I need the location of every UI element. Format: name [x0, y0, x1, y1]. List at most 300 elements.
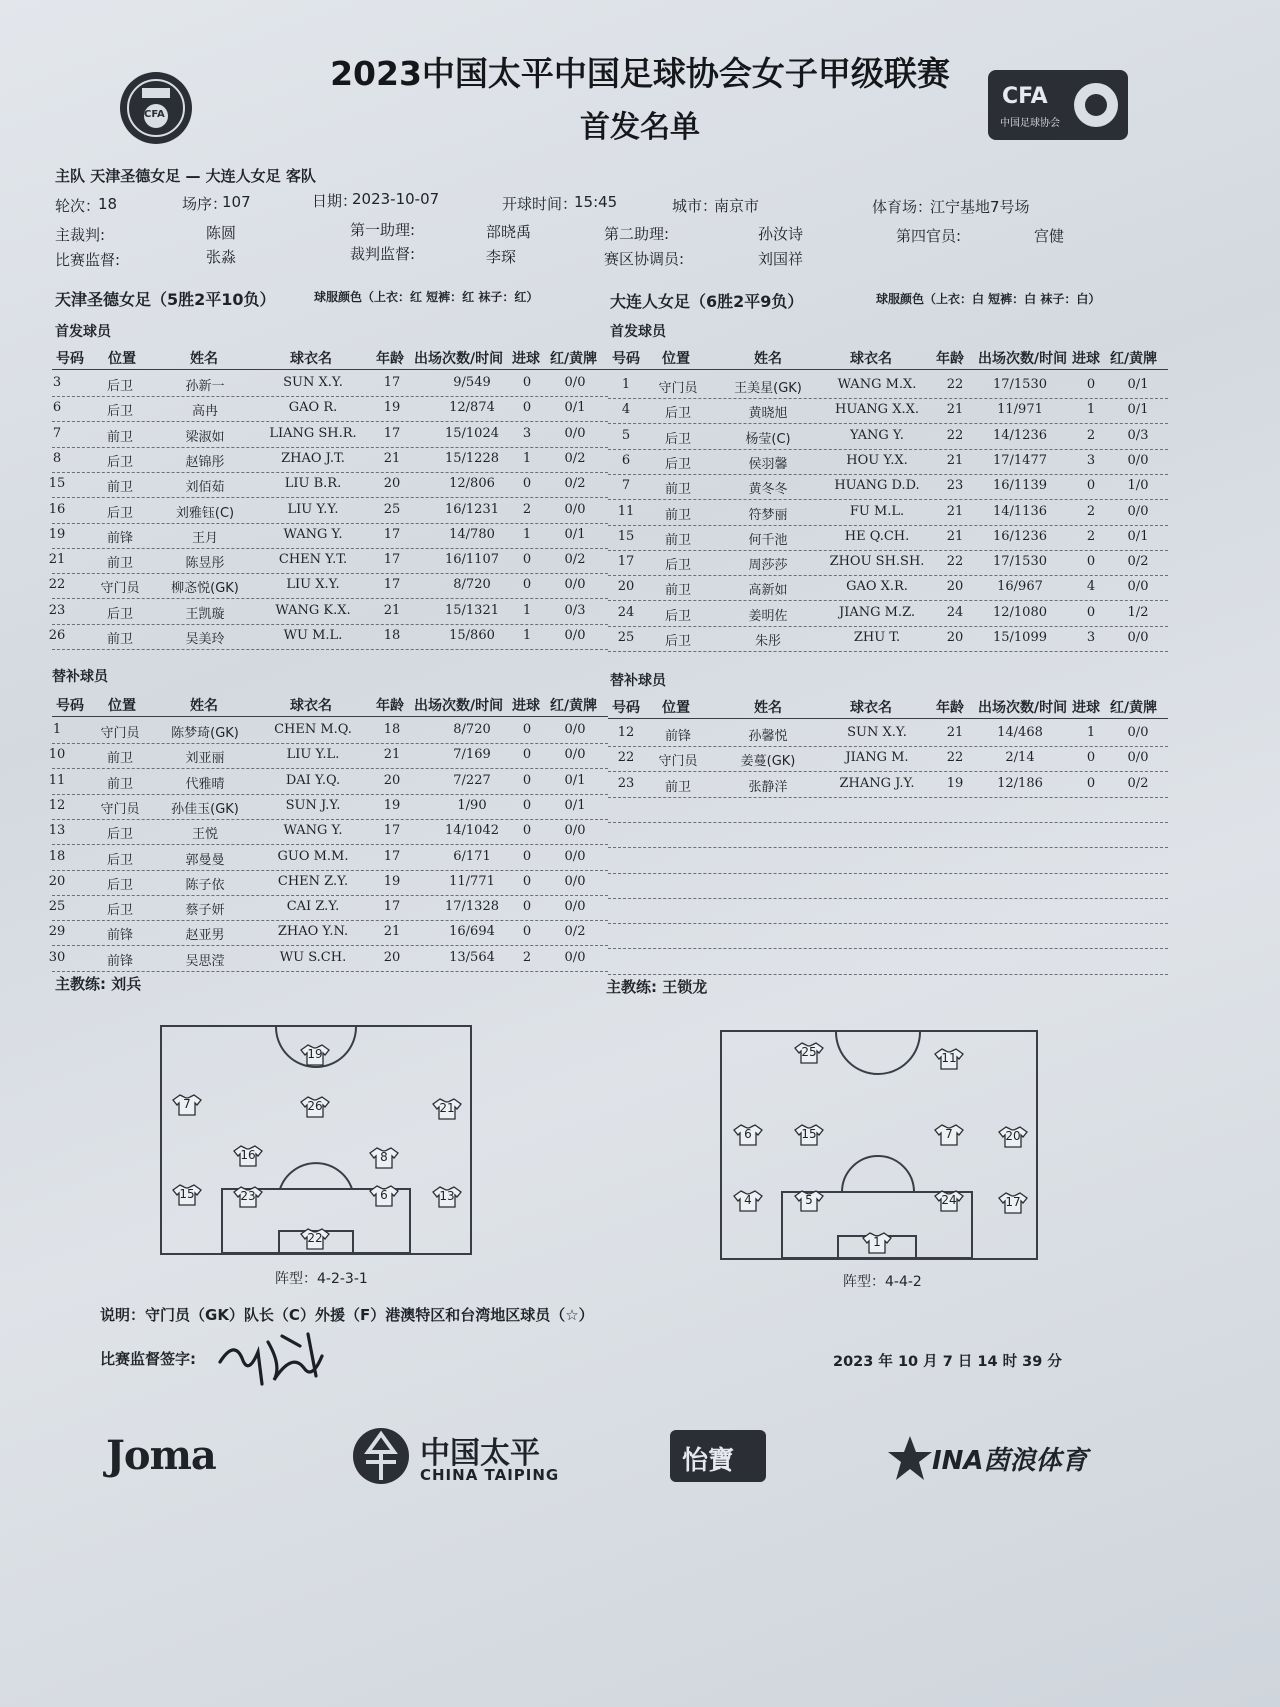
table-cell: 8/720 [453, 722, 491, 737]
sponsor-joma: Joma [106, 1432, 216, 1479]
table-cell: 0/2 [1127, 775, 1149, 791]
table-cell: 20 [617, 579, 635, 595]
table-cell: 后卫 [106, 827, 134, 843]
table-cell: 后卫 [106, 454, 134, 470]
table-row [48, 547, 608, 574]
header-rule [608, 718, 1168, 719]
table-cell: 前卫 [664, 532, 692, 548]
ar2-label: 第二助理: [604, 225, 670, 243]
shirt-icon [862, 1232, 892, 1254]
column-header: 年龄 [376, 351, 404, 367]
table-cell: 10 [48, 747, 66, 763]
table-cell: 0 [522, 899, 532, 915]
column-header: 进球 [1072, 700, 1100, 716]
column-header: 红/黄牌 [550, 698, 598, 714]
shirt-icon [172, 1094, 202, 1116]
table-cell: 18 [383, 628, 401, 643]
away-subs-label: 替补球员 [610, 673, 666, 689]
table-cell: 陈子依 [185, 877, 225, 893]
table-cell: 21 [946, 503, 964, 519]
shirt-number: 6 [380, 1188, 388, 1202]
column-header: 红/黄牌 [1110, 700, 1158, 716]
table-cell: 22 [946, 554, 964, 570]
shirt-icon [998, 1192, 1028, 1214]
table-cell: 0/1 [1127, 402, 1149, 418]
header-rule [608, 369, 1168, 370]
table-cell: 0/0 [564, 425, 586, 441]
table-cell: 高新如 [748, 583, 788, 599]
table-cell: 19 [383, 873, 401, 889]
table-cell: LIU X.Y. [286, 577, 340, 593]
table-cell: 0/0 [564, 375, 586, 390]
shirt-icon [733, 1190, 763, 1212]
table-cell: 后卫 [664, 608, 692, 624]
table-cell: 0/0 [1127, 452, 1149, 468]
table-cell: 0/0 [1127, 750, 1149, 766]
table-cell: 14/780 [449, 526, 495, 542]
table-cell: WANG K.X. [275, 602, 351, 618]
table-cell: 22 [617, 750, 635, 766]
table-cell: 孙新一 [185, 379, 225, 394]
table-cell: 19 [383, 797, 401, 813]
table-cell: 2 [522, 949, 532, 965]
table-cell: 0 [522, 476, 532, 492]
table-cell: YANG Y. [850, 427, 904, 443]
table-cell: 郭曼曼 [185, 852, 225, 868]
sponsor-ina: INA茵浪体育 [932, 1446, 1088, 1476]
column-header: 红/黄牌 [550, 351, 598, 367]
table-cell: 前卫 [664, 482, 692, 498]
table-cell: 代雅晴 [185, 776, 225, 792]
table-cell: ZHANG J.Y. [839, 775, 915, 791]
table-row [48, 742, 608, 769]
column-header: 位置 [662, 700, 690, 716]
table-row [48, 471, 608, 498]
table-cell: 前卫 [106, 751, 134, 767]
table-cell: LIANG SH.R. [269, 425, 357, 441]
shirt-icon [233, 1145, 263, 1167]
column-header: 年龄 [936, 351, 964, 367]
venue-value: 江宁基地7号场 [930, 198, 1030, 216]
shirt-icon [934, 1048, 964, 1070]
table-cell: 12 [617, 725, 635, 740]
table-row [608, 625, 1168, 652]
table-cell: GAO R. [288, 400, 338, 416]
table-cell: SUN J.Y. [285, 797, 341, 813]
shirt-number: 15 [801, 1127, 817, 1141]
table-cell: SUN X.Y. [283, 375, 343, 390]
table-cell: 20 [48, 873, 66, 889]
column-header: 号码 [612, 351, 640, 367]
table-cell: 15/860 [449, 628, 495, 643]
table-row [608, 922, 1168, 949]
table-cell: 后卫 [106, 379, 134, 394]
table-cell: 后卫 [664, 431, 692, 447]
table-cell: JIANG M.Z. [838, 604, 916, 620]
kickoff-label: 开球时间： [502, 195, 578, 213]
table-cell: 3 [1086, 452, 1096, 468]
table-cell: 30 [48, 949, 66, 965]
signature-label: 比赛监督签字: [100, 1350, 196, 1368]
column-header: 位置 [662, 351, 690, 367]
table-cell: HOU Y.X. [846, 452, 908, 468]
table-cell: HUANG X.X. [835, 402, 919, 418]
shirt-icon [794, 1042, 824, 1064]
table-cell: 侯羽馨 [748, 456, 788, 472]
shirt-icon [432, 1186, 462, 1208]
table-row [48, 844, 608, 871]
column-header: 位置 [108, 351, 136, 367]
shirt-icon [233, 1186, 263, 1208]
table-cell: 0 [522, 747, 532, 763]
table-row [608, 423, 1168, 450]
table-cell: 后卫 [106, 852, 134, 868]
table-cell: 赵锦彤 [185, 454, 225, 470]
table-cell: 前卫 [106, 480, 134, 496]
column-header: 号码 [56, 698, 84, 714]
table-cell: WANG M.X. [837, 377, 917, 392]
table-cell: 22 [946, 750, 964, 766]
table-row [52, 446, 608, 473]
table-row [52, 421, 608, 448]
table-cell: HUANG D.D. [834, 478, 920, 494]
table-cell: 16/1236 [992, 528, 1048, 544]
away-starters-label: 首发球员 [610, 324, 666, 340]
table-cell: 0/0 [564, 501, 586, 517]
table-cell: 6 [52, 400, 62, 416]
table-cell: 前锋 [664, 729, 692, 744]
table-cell: 0/1 [564, 797, 586, 813]
table-cell: 4 [1086, 579, 1096, 595]
table-cell: 0/0 [1127, 630, 1149, 645]
table-cell: 17 [383, 375, 401, 390]
ar2-value: 孙汝诗 [758, 225, 804, 243]
table-cell: 9/549 [453, 375, 491, 390]
table-row [52, 717, 608, 744]
table-cell: 前卫 [664, 779, 692, 795]
table-cell: 1 [522, 628, 532, 643]
table-cell: 20 [383, 949, 401, 965]
table-cell: 25 [617, 630, 635, 645]
table-cell: 19 [383, 400, 401, 416]
table-cell: 0/3 [1127, 427, 1149, 443]
table-cell: 8 [52, 450, 62, 466]
table-cell: 21 [48, 552, 66, 568]
home-subs-label: 替补球员 [52, 669, 108, 685]
table-cell: 13 [48, 823, 66, 839]
shirt-icon [934, 1124, 964, 1146]
commissioner-value: 张淼 [206, 248, 237, 266]
table-row [608, 574, 1168, 601]
table-cell: 0/1 [564, 526, 586, 542]
table-cell: 1 [621, 377, 631, 392]
table-cell: 7/227 [453, 772, 491, 788]
table-cell: 17 [383, 577, 401, 593]
column-header: 出场次数/时间 [414, 351, 504, 367]
table-cell: 2 [522, 501, 532, 517]
shirt-icon [794, 1190, 824, 1212]
table-cell: WU M.L. [283, 628, 343, 643]
table-row [48, 919, 608, 946]
table-cell: 0/2 [564, 552, 586, 568]
table-cell: 1 [522, 602, 532, 618]
table-cell: 0/3 [564, 602, 586, 618]
table-row [608, 473, 1168, 500]
away-kit: 球服颜色（上衣：白 短裤：白 袜子：白） [876, 292, 1101, 306]
table-cell: 23 [617, 775, 635, 791]
referee-value: 陈圆 [206, 224, 237, 242]
china-taiping-emblem [352, 1422, 410, 1490]
table-cell: 12/186 [997, 775, 1043, 791]
table-cell: 16/1107 [444, 552, 500, 568]
table-cell: 18 [383, 722, 401, 737]
column-header: 进球 [512, 698, 540, 714]
sponsor-cestbon-badge [670, 1430, 766, 1482]
table-cell: 16 [48, 501, 66, 517]
table-cell: 陈昱彤 [185, 556, 225, 572]
table-cell: 0 [522, 924, 532, 940]
ref-assessor-value: 李琛 [486, 248, 517, 266]
table-row [608, 872, 1168, 899]
table-cell: 2 [1086, 503, 1096, 519]
home-coach: 主教练: 刘兵 [55, 975, 142, 993]
shirt-icon [934, 1190, 964, 1212]
column-header: 年龄 [936, 700, 964, 716]
table-cell: 0/0 [564, 823, 586, 839]
ina-star-icon [888, 1434, 932, 1484]
table-row [48, 894, 608, 921]
table-cell: 0 [522, 375, 532, 390]
table-cell: SUN X.Y. [847, 725, 907, 740]
away-formation: 阵型：4-4-2 [843, 1274, 922, 1290]
sponsor-china-taiping-en: CHINA TAIPING [420, 1466, 560, 1484]
table-cell: 守门员 [100, 581, 140, 597]
table-cell: 王凯璇 [185, 606, 225, 622]
table-cell: 前卫 [106, 429, 134, 445]
table-cell: 黄晓旭 [748, 406, 788, 422]
table-cell: 17/1530 [992, 554, 1048, 570]
column-header: 姓名 [190, 351, 218, 367]
table-cell: 张静洋 [748, 779, 788, 795]
table-cell: CAI Z.Y. [286, 899, 340, 915]
table-cell: 24 [946, 604, 964, 620]
shirt-number: 24 [941, 1193, 957, 1207]
table-cell: LIU B.R. [284, 476, 342, 492]
ar1-value: 部晓禹 [486, 223, 532, 241]
column-header: 号码 [612, 700, 640, 716]
table-row [48, 768, 608, 795]
shirt-number: 11 [941, 1051, 957, 1065]
table-cell: GAO X.R. [846, 579, 908, 595]
table-cell: 后卫 [664, 634, 692, 649]
table-cell: LIU Y.Y. [287, 501, 339, 517]
shirt-icon [998, 1126, 1028, 1148]
table-cell: 14/1042 [444, 823, 500, 839]
coordinator-label: 赛区协调员: [604, 250, 685, 268]
table-row [608, 796, 1168, 823]
table-cell: 22 [48, 577, 66, 593]
table-row [52, 395, 608, 422]
shirt-number: 20 [1005, 1129, 1021, 1143]
table-cell: CHEN M.Q. [274, 722, 352, 737]
table-row [48, 623, 608, 650]
table-cell: 0/0 [1127, 725, 1149, 740]
table-cell: 守门员 [658, 754, 698, 770]
table-cell: 后卫 [106, 505, 134, 521]
table-cell: ZHAO Y.N. [277, 924, 349, 940]
table-cell: WANG Y. [283, 823, 343, 839]
shirt-number: 25 [801, 1045, 817, 1059]
table-cell: 20 [383, 772, 401, 788]
fourth-official-value: 宫健 [1034, 227, 1065, 245]
commissioner-signature [212, 1322, 336, 1392]
shirt-number: 17 [1005, 1195, 1021, 1209]
table-row [608, 720, 1168, 747]
table-cell: 11/971 [997, 402, 1043, 418]
table-cell: 姜蔓(GK) [740, 754, 796, 770]
column-header: 球衣名 [290, 698, 332, 714]
shirt-icon [300, 1044, 330, 1066]
table-cell: 前卫 [664, 583, 692, 599]
signature-datetime: 2023 年 10 月 7 日 14 时 39 分 [833, 1354, 1062, 1370]
page-subtitle: 首发名单 [580, 110, 700, 145]
table-cell: 0 [522, 400, 532, 416]
table-cell: 20 [946, 630, 964, 645]
table-cell: 前卫 [664, 507, 692, 523]
home-team-name: 天津圣德女足（5胜2平10负） [55, 290, 276, 309]
table-cell: CHEN Z.Y. [277, 873, 349, 889]
table-cell: 4 [621, 402, 631, 418]
table-row [48, 869, 608, 896]
table-cell: 0/0 [564, 747, 586, 763]
shirt-number: 15 [179, 1187, 195, 1201]
table-row [608, 397, 1168, 424]
table-cell: 23 [48, 602, 66, 618]
table-cell: 21 [946, 452, 964, 468]
column-header: 红/黄牌 [1110, 351, 1158, 367]
table-cell: 23 [946, 478, 964, 494]
away-formation-pitch [720, 1030, 1038, 1260]
table-cell: ZHU T. [853, 630, 901, 645]
table-cell: 后卫 [106, 404, 134, 420]
table-cell: 赵亚男 [185, 928, 225, 944]
table-cell: 杨莹(C) [745, 431, 791, 447]
column-header: 球衣名 [290, 351, 332, 367]
table-cell: FU M.L. [849, 503, 905, 519]
column-header: 进球 [1072, 351, 1100, 367]
table-cell: 1/90 [457, 797, 487, 813]
shirt-number: 5 [805, 1193, 813, 1207]
table-cell: 0 [1086, 750, 1096, 766]
table-row [48, 598, 608, 625]
table-cell: 黄冬冬 [748, 482, 788, 498]
table-cell: 后卫 [106, 606, 134, 622]
table-cell: 0/2 [1127, 554, 1149, 570]
table-row [52, 370, 608, 397]
column-header: 姓名 [754, 700, 782, 716]
table-cell: 陈梦琦(GK) [171, 726, 239, 741]
table-cell: 高冉 [191, 404, 219, 420]
table-cell: 6/171 [453, 848, 491, 864]
table-cell: 18 [48, 848, 66, 864]
shirt-number: 6 [744, 1127, 752, 1141]
cfa-emblem-left: CFA [118, 70, 194, 146]
shirt-icon [432, 1098, 462, 1120]
column-header: 出场次数/时间 [978, 351, 1068, 367]
table-cell: 0/0 [564, 628, 586, 643]
home-kit: 球服颜色（上衣：红 短裤：红 袜子：红） [314, 290, 539, 304]
table-cell: 0/0 [1127, 579, 1149, 595]
city-label: 城市： [672, 197, 718, 215]
table-cell: GUO M.M. [277, 848, 349, 864]
table-cell: 19 [946, 775, 964, 791]
shirt-number: 4 [744, 1193, 752, 1207]
table-cell: 19 [48, 526, 66, 542]
page-title: 2023中国太平中国足球协会女子甲级联赛 [330, 54, 950, 93]
table-row [608, 897, 1168, 924]
table-cell: 0 [522, 823, 532, 839]
table-cell: 刘雅钰(C) [175, 505, 235, 521]
column-header: 位置 [108, 698, 136, 714]
shirt-number: 7 [183, 1097, 191, 1111]
table-cell: 20 [383, 476, 401, 492]
table-cell: 16/1139 [992, 478, 1048, 494]
table-cell: 1/2 [1127, 604, 1149, 620]
table-cell: 周莎莎 [748, 558, 788, 574]
table-row [48, 793, 608, 820]
table-cell: 前锋 [106, 928, 134, 944]
table-cell: 0/2 [564, 450, 586, 466]
table-row [48, 818, 608, 845]
table-cell: 17 [383, 552, 401, 568]
column-header: 年龄 [376, 698, 404, 714]
kickoff-value: 15:45 [574, 193, 618, 211]
table-row [608, 372, 1168, 399]
table-cell: 0/2 [564, 924, 586, 940]
table-cell: 15 [617, 528, 635, 544]
table-cell: 0/1 [564, 400, 586, 416]
table-cell: 孙佳玉(GK) [171, 801, 239, 817]
table-cell: 0/1 [564, 772, 586, 788]
table-cell: 梁淑如 [185, 429, 225, 445]
shirt-number: 22 [307, 1231, 323, 1245]
column-header: 球衣名 [850, 700, 892, 716]
table-cell: 王月 [191, 530, 219, 546]
table-cell: JIANG M. [845, 750, 909, 766]
table-cell: LIU Y.L. [286, 747, 340, 763]
table-cell: 前锋 [106, 953, 134, 969]
table-cell: 前卫 [106, 556, 134, 572]
table-cell: 17/1477 [992, 452, 1048, 468]
table-cell: 3 [522, 425, 532, 441]
table-cell: ZHAO J.T. [281, 450, 345, 466]
table-row [48, 522, 608, 549]
column-header: 进球 [512, 351, 540, 367]
table-cell: CHEN Y.T. [278, 552, 348, 568]
table-cell: 1 [522, 526, 532, 542]
table-cell: 13/564 [449, 949, 495, 965]
table-cell: 3 [52, 375, 62, 390]
table-cell: 14/1236 [992, 427, 1048, 443]
table-cell: 1 [1086, 402, 1096, 418]
table-cell: 0 [522, 873, 532, 889]
table-cell: 2/14 [1005, 750, 1035, 766]
round-value: 18 [98, 195, 118, 213]
table-cell: 0 [1086, 377, 1096, 392]
shirt-number: 23 [240, 1189, 256, 1203]
table-cell: 王美星(GK) [734, 381, 802, 396]
table-cell: 8/720 [453, 577, 491, 593]
